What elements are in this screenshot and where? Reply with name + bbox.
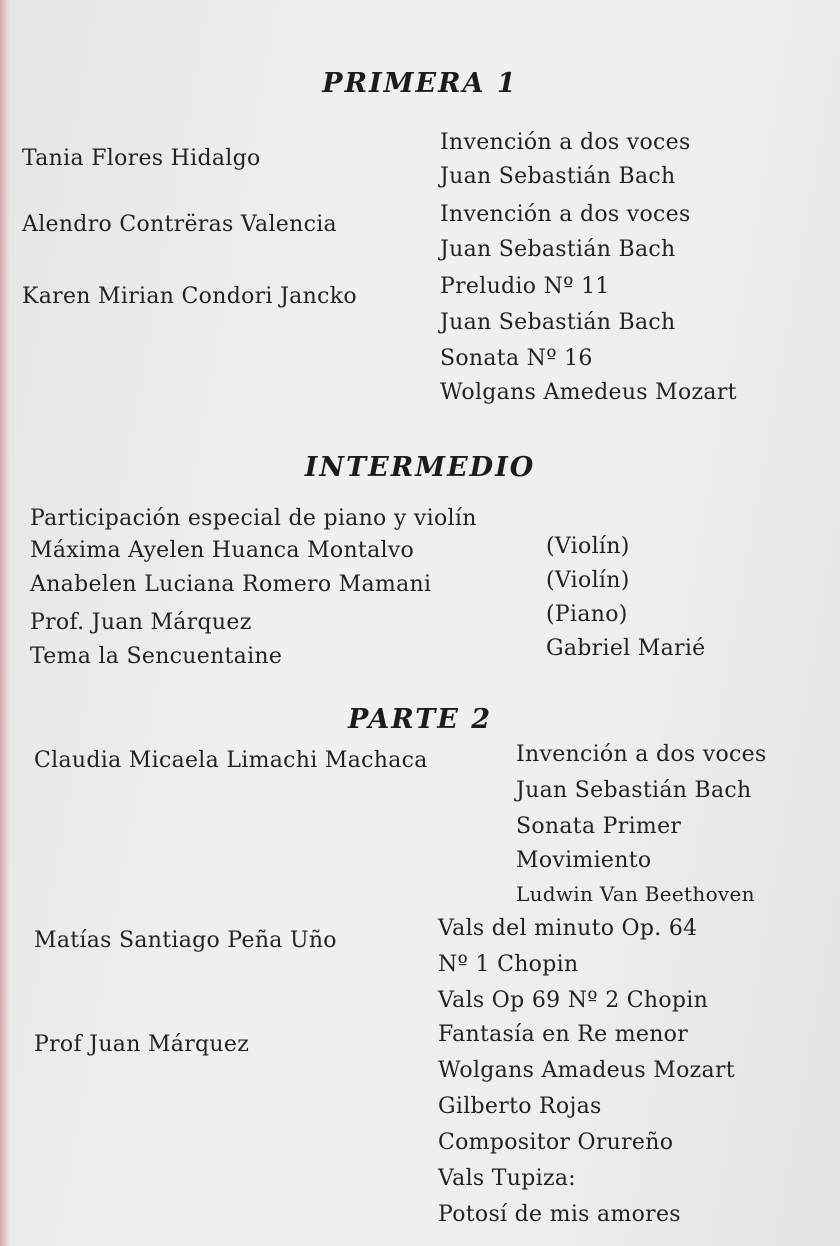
work-line: Vals Tupiza: bbox=[438, 1166, 576, 1191]
work-line: Juan Sebastián Bach bbox=[440, 164, 676, 189]
intermedio-instrument: (Violín) bbox=[546, 568, 630, 593]
intermedio-composer: Gabriel Marié bbox=[546, 636, 706, 661]
work-line: Nº 1 Chopin bbox=[438, 952, 579, 977]
intermedio-instrument: (Violín) bbox=[546, 534, 630, 559]
intermedio-performer: Máxima Ayelen Huanca Montalvo bbox=[30, 538, 415, 563]
intermedio-instrument: (Piano) bbox=[546, 602, 628, 627]
section-title-primera: PRIMERA 1 bbox=[322, 68, 518, 99]
intermedio-performer: Prof. Juan Márquez bbox=[30, 610, 252, 635]
page-edge bbox=[0, 0, 10, 1246]
intermedio-intro: Participación especial de piano y violín bbox=[30, 506, 477, 531]
work-line: Preludio Nº 11 bbox=[440, 274, 610, 299]
work-line: Invención a dos voces bbox=[440, 202, 691, 227]
section-title-parte2: PARTE 2 bbox=[347, 704, 493, 735]
work-line: Juan Sebastián Bach bbox=[440, 237, 676, 262]
work-line: Fantasía en Re menor bbox=[438, 1022, 689, 1047]
work-line: Vals del minuto Op. 64 bbox=[438, 916, 698, 941]
performer-name: Alendro Contrëras Valencia bbox=[22, 212, 337, 237]
work-line: Sonata Primer bbox=[516, 814, 682, 839]
work-line: Vals Op 69 Nº 2 Chopin bbox=[438, 988, 709, 1013]
intermedio-theme: Tema la Sencuentaine bbox=[30, 644, 283, 669]
performer-name: Matías Santiago Peña Uño bbox=[34, 928, 337, 953]
work-line: Invención a dos voces bbox=[516, 742, 767, 767]
work-line: Juan Sebastián Bach bbox=[516, 778, 752, 803]
work-line: Wolgans Amadeus Mozart bbox=[438, 1058, 735, 1083]
work-line: Movimiento bbox=[516, 848, 652, 873]
work-line: Juan Sebastián Bach bbox=[440, 310, 676, 335]
work-line: Wolgans Amedeus Mozart bbox=[440, 380, 737, 405]
performer-name: Karen Mirian Condori Jancko bbox=[22, 284, 357, 309]
work-line: Gilberto Rojas bbox=[438, 1094, 602, 1119]
work-line: Sonata Nº 16 bbox=[440, 346, 593, 371]
intermedio-performer: Anabelen Luciana Romero Mamani bbox=[30, 572, 432, 597]
work-line: Invención a dos voces bbox=[440, 130, 691, 155]
work-line: Ludwin Van Beethoven bbox=[516, 882, 755, 906]
performer-name: Prof Juan Márquez bbox=[34, 1032, 250, 1057]
work-line: Potosí de mis amores bbox=[438, 1202, 681, 1227]
performer-name: Claudia Micaela Limachi Machaca bbox=[34, 748, 428, 773]
performer-name: Tania Flores Hidalgo bbox=[22, 146, 261, 171]
section-title-intermedio: INTERMEDIO bbox=[304, 452, 536, 483]
work-line: Compositor Orureño bbox=[438, 1130, 674, 1155]
